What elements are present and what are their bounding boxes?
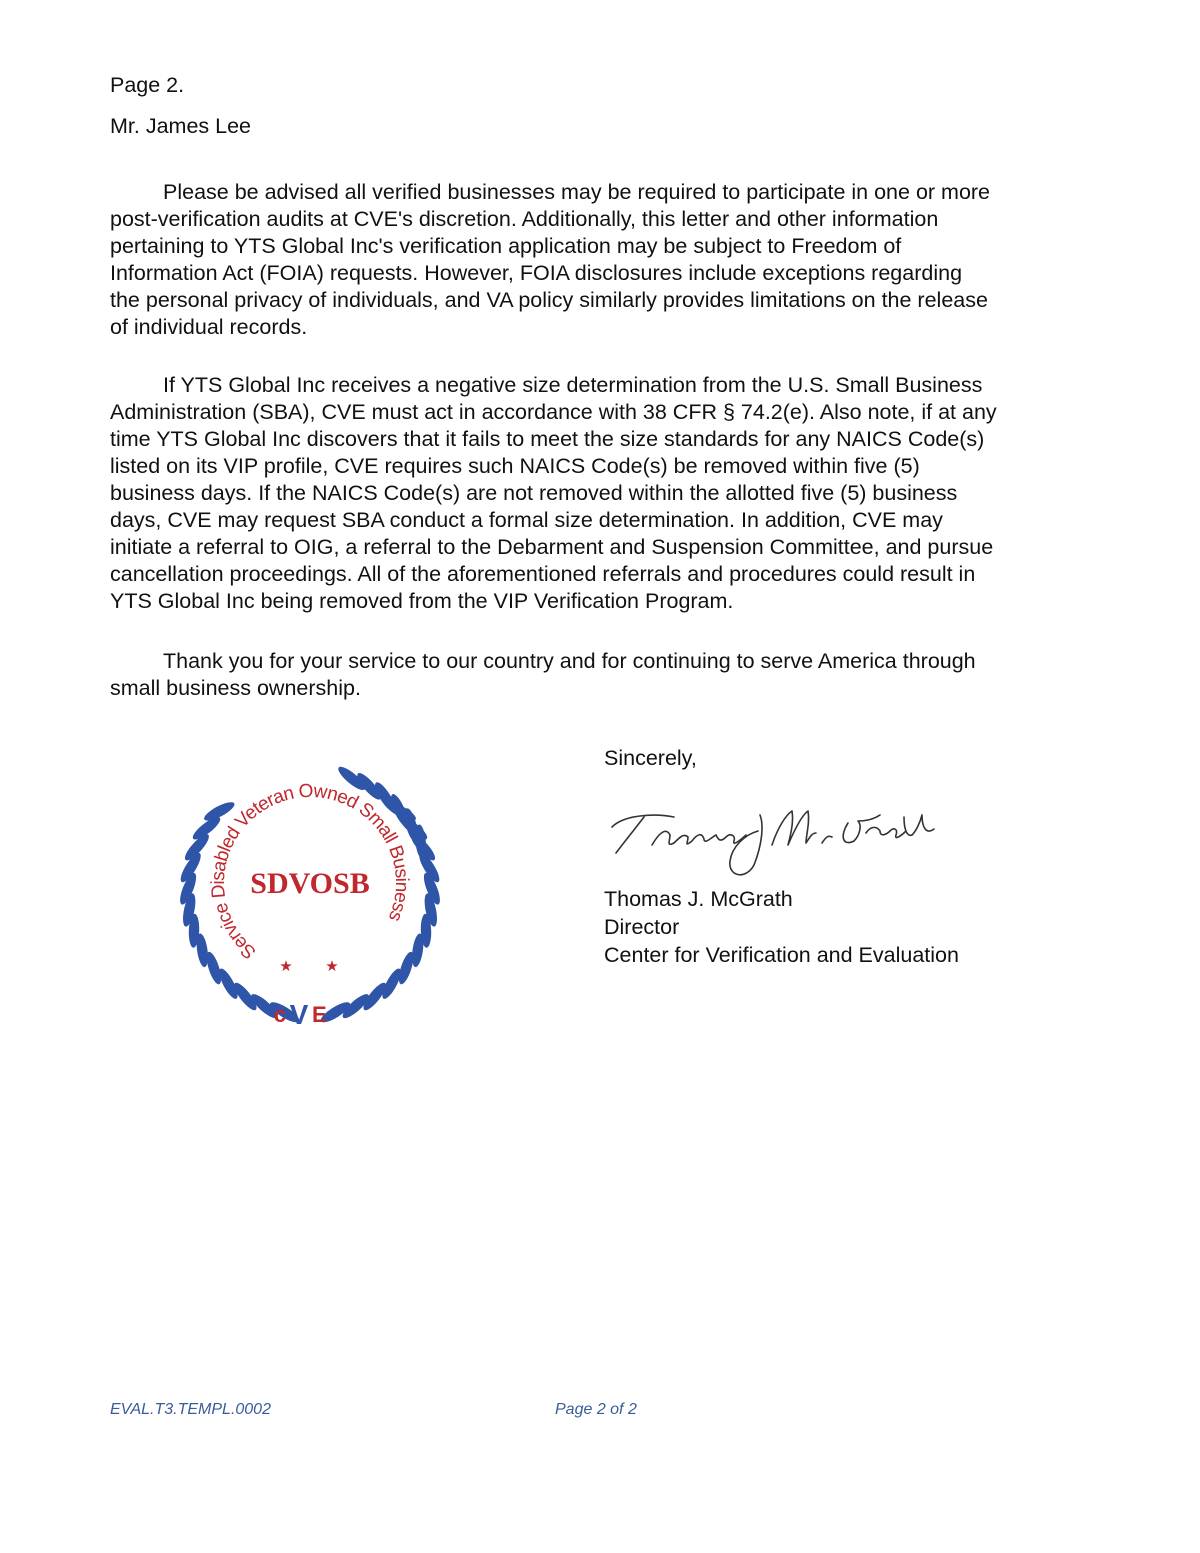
paragraph-size-determination [110, 372, 1100, 615]
paragraph-line: of individual records. [110, 315, 308, 339]
cve-mark-e: E [312, 1002, 327, 1027]
signer-name: Thomas J. McGrath [604, 887, 793, 911]
handwritten-signature [604, 775, 944, 880]
paragraph-line: Information Act (FOIA) requests. However, FOIA disclosures include exceptions regarding [110, 261, 963, 285]
star-icon: ★ [279, 957, 293, 975]
paragraph-thank-you [110, 648, 1100, 702]
paragraph-line: Thank you for your service to our country and for continuing to serve America through [163, 649, 976, 673]
signer-title: Director [604, 915, 680, 939]
cve-mark-v: V [289, 999, 309, 1030]
seal-ring-textpath: Service Disabled Veteran Owned Small Business [207, 780, 413, 963]
cve-mark [274, 999, 327, 1030]
seal-center-text: SDVOSB [250, 867, 370, 900]
paragraph-line: days, CVE may request SBA conduct a formal size determination. In addition, CVE may [110, 508, 943, 532]
paragraph-line: YTS Global Inc being removed from the VIP Verification Program. [110, 589, 734, 613]
star-icon: ★ [325, 957, 339, 975]
paragraph-line: listed on its VIP profile, CVE requires such NAICS Code(s) be removed within five (5) [110, 454, 920, 478]
paragraph-line: Administration (SBA), CVE must act in accordance with 38 CFR § 74.2(e). Also note, if at any [110, 400, 997, 424]
footer-page-number: Page 2 of 2 [555, 1401, 637, 1418]
page-label: Page 2. [110, 73, 185, 97]
paragraph-line: cancellation proceedings. All of the aforementioned referrals and procedures could result in [110, 562, 976, 586]
paragraph-line: time YTS Global Inc discovers that it fails to meet the size standards for any NAICS Code(s) [110, 427, 985, 451]
paragraph-audits-foia [110, 179, 1100, 341]
paragraph-line: business days. If the NAICS Code(s) are not removed within the allotted five (5) business [110, 481, 958, 505]
sdvosb-seal-logo [160, 745, 460, 1035]
footer-doc-code: EVAL.T3.TEMPL.0002 [110, 1401, 271, 1418]
paragraph-line: pertaining to YTS Global Inc's verification application may be subject to Freedom of [110, 234, 902, 258]
closing-salutation: Sincerely, [604, 746, 697, 770]
paragraph-line: the personal privacy of individuals, and VA policy similarly provides limitations on the release [110, 288, 988, 312]
recipient-name: Mr. James Lee [110, 114, 251, 138]
paragraph-line: If YTS Global Inc receives a negative size determination from the U.S. Small Business [163, 373, 983, 397]
paragraph-line: Please be advised all verified businesses may be required to participate in one or more [163, 180, 991, 204]
signer-organization: Center for Verification and Evaluation [604, 943, 959, 967]
paragraph-line: initiate a referral to OIG, a referral to the Debarment and Suspension Committee, and pursue [110, 535, 994, 559]
paragraph-line: post-verification audits at CVE's discretion. Additionally, this letter and other information [110, 207, 939, 231]
paragraph-line: small business ownership. [110, 676, 361, 700]
cve-mark-c: c [273, 1002, 286, 1027]
